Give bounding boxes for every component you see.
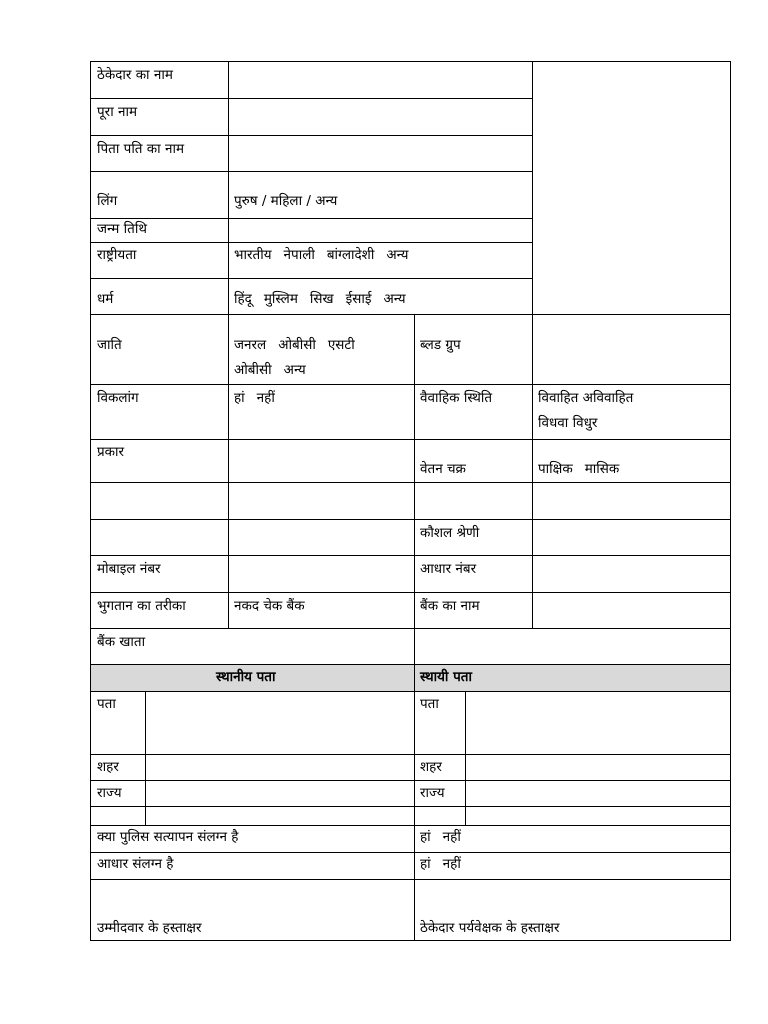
contractor-name-field[interactable] <box>230 63 530 97</box>
caste-option[interactable]: ओबीसी <box>278 337 316 353</box>
aadhaar-number-label: आधार नंबर <box>420 561 477 577</box>
gender-label: लिंग <box>97 193 118 209</box>
father-husband-name-label: पिता पति का नाम <box>97 141 185 157</box>
caste-options-line2[interactable] <box>234 362 306 379</box>
nationality-option[interactable]: अन्य <box>386 247 409 263</box>
nationality-options[interactable] <box>234 247 408 264</box>
religion-option[interactable]: सिख <box>309 291 334 307</box>
marital-status-options-line2[interactable]: विधवा विधुर <box>538 415 598 431</box>
nationality-option[interactable]: भारतीय <box>234 247 272 263</box>
skill-category-field[interactable] <box>534 521 729 554</box>
permanent-address-label: पता <box>420 696 439 712</box>
bank-name-label: बैंक का नाम <box>420 598 480 614</box>
full-name-label: पूरा नाम <box>97 104 138 120</box>
disability-label: विकलांग <box>97 390 139 406</box>
police-verification-label: क्या पुलिस सत्यापन संलग्न है <box>97 829 239 845</box>
pay-cycle-option[interactable]: पाक्षिक <box>538 461 573 477</box>
blood-group-field[interactable] <box>534 316 729 383</box>
religion-label: धर्म <box>97 291 114 307</box>
bank-name-field[interactable] <box>534 594 729 627</box>
disability-option[interactable]: हां <box>234 390 245 406</box>
full-name-field[interactable] <box>230 100 530 134</box>
permanent-city-label: शहर <box>420 759 442 775</box>
pay-cycle-label: वेतन चक्र <box>420 461 466 477</box>
disability-option[interactable]: नहीं <box>256 390 275 406</box>
aadhaar-attached-option[interactable]: नहीं <box>442 856 461 872</box>
nationality-option[interactable]: नेपाली <box>283 247 315 263</box>
marital-status-options-line1[interactable]: विवाहित अविवाहित <box>538 390 634 406</box>
religion-option[interactable]: हिंदू <box>234 291 252 307</box>
blood-group-label: ब्लड ग्रुप <box>420 337 461 353</box>
gender-options[interactable]: पुरुष / महिला / अन्य <box>234 193 338 209</box>
religion-option[interactable]: ईसाई <box>345 291 372 307</box>
skill-category-label: कौशल श्रेणी <box>420 525 480 541</box>
mobile-label: मोबाइल नंबर <box>97 561 161 577</box>
aadhaar-number-field[interactable] <box>534 557 729 591</box>
marital-status-label: वैवाहिक स्थिति <box>420 390 493 406</box>
local-address-label: पता <box>97 696 116 712</box>
payment-method-options[interactable]: नकद चेक बैंक <box>234 598 305 614</box>
local-address-header: स्थानीय पता <box>216 669 276 685</box>
payment-method-label: भुगतान का तरीका <box>97 598 186 614</box>
nationality-label: राष्ट्रीयता <box>97 247 137 263</box>
permanent-city-field[interactable] <box>467 756 729 779</box>
permanent-address-field[interactable] <box>467 693 729 753</box>
nationality-option[interactable]: बांग्लादेशी <box>326 247 375 263</box>
dob-field[interactable] <box>230 220 530 241</box>
permanent-state-field[interactable] <box>467 782 729 805</box>
aadhaar-attached-label: आधार संलग्न है <box>97 856 174 872</box>
police-verification-option[interactable]: नहीं <box>442 829 461 845</box>
police-verification-option[interactable]: हां <box>420 829 431 845</box>
religion-option[interactable]: अन्य <box>383 291 406 307</box>
bank-account-field[interactable] <box>230 630 412 663</box>
police-verification-options[interactable] <box>420 829 461 846</box>
caste-option[interactable]: अन्य <box>283 362 306 378</box>
dob-label: जन्म तिथि <box>97 221 147 237</box>
contractor-name-label: ठेकेदार का नाम <box>97 67 173 83</box>
employee-registration-form <box>90 61 731 941</box>
caste-option[interactable]: जनरल <box>234 337 267 353</box>
bank-account-label: बैंक खाता <box>97 634 146 650</box>
religion-options[interactable] <box>234 291 406 308</box>
caste-label: जाति <box>97 337 122 353</box>
aadhaar-attached-options[interactable] <box>420 856 461 873</box>
caste-option[interactable]: ओबीसी <box>234 362 272 378</box>
type-field[interactable] <box>230 441 412 481</box>
permanent-address-header: स्थायी पता <box>420 669 472 685</box>
local-state-label: राज्य <box>97 785 122 801</box>
local-address-field[interactable] <box>147 693 413 753</box>
father-husband-name-field[interactable] <box>230 137 530 170</box>
type-label: प्रकार <box>97 444 125 460</box>
local-state-field[interactable] <box>147 782 413 805</box>
permanent-state-label: राज्य <box>420 785 445 801</box>
caste-options-line1[interactable] <box>234 337 355 354</box>
disability-options[interactable] <box>234 390 275 407</box>
address-header-band <box>91 664 730 691</box>
supervisor-signature-label: ठेकेदार पर्यवेक्षक के हस्ताक्षर <box>420 920 560 936</box>
caste-option[interactable]: एसटी <box>327 337 355 353</box>
religion-option[interactable]: मुस्लिम <box>263 291 298 307</box>
pay-cycle-options[interactable] <box>538 461 619 478</box>
local-city-field[interactable] <box>147 756 413 779</box>
candidate-signature-label: उम्मीदवार के हस्ताक्षर <box>97 920 202 936</box>
aadhaar-attached-option[interactable]: हां <box>420 856 431 872</box>
mobile-field[interactable] <box>230 557 412 591</box>
pay-cycle-option[interactable]: मासिक <box>584 461 620 477</box>
local-city-label: शहर <box>97 759 119 775</box>
